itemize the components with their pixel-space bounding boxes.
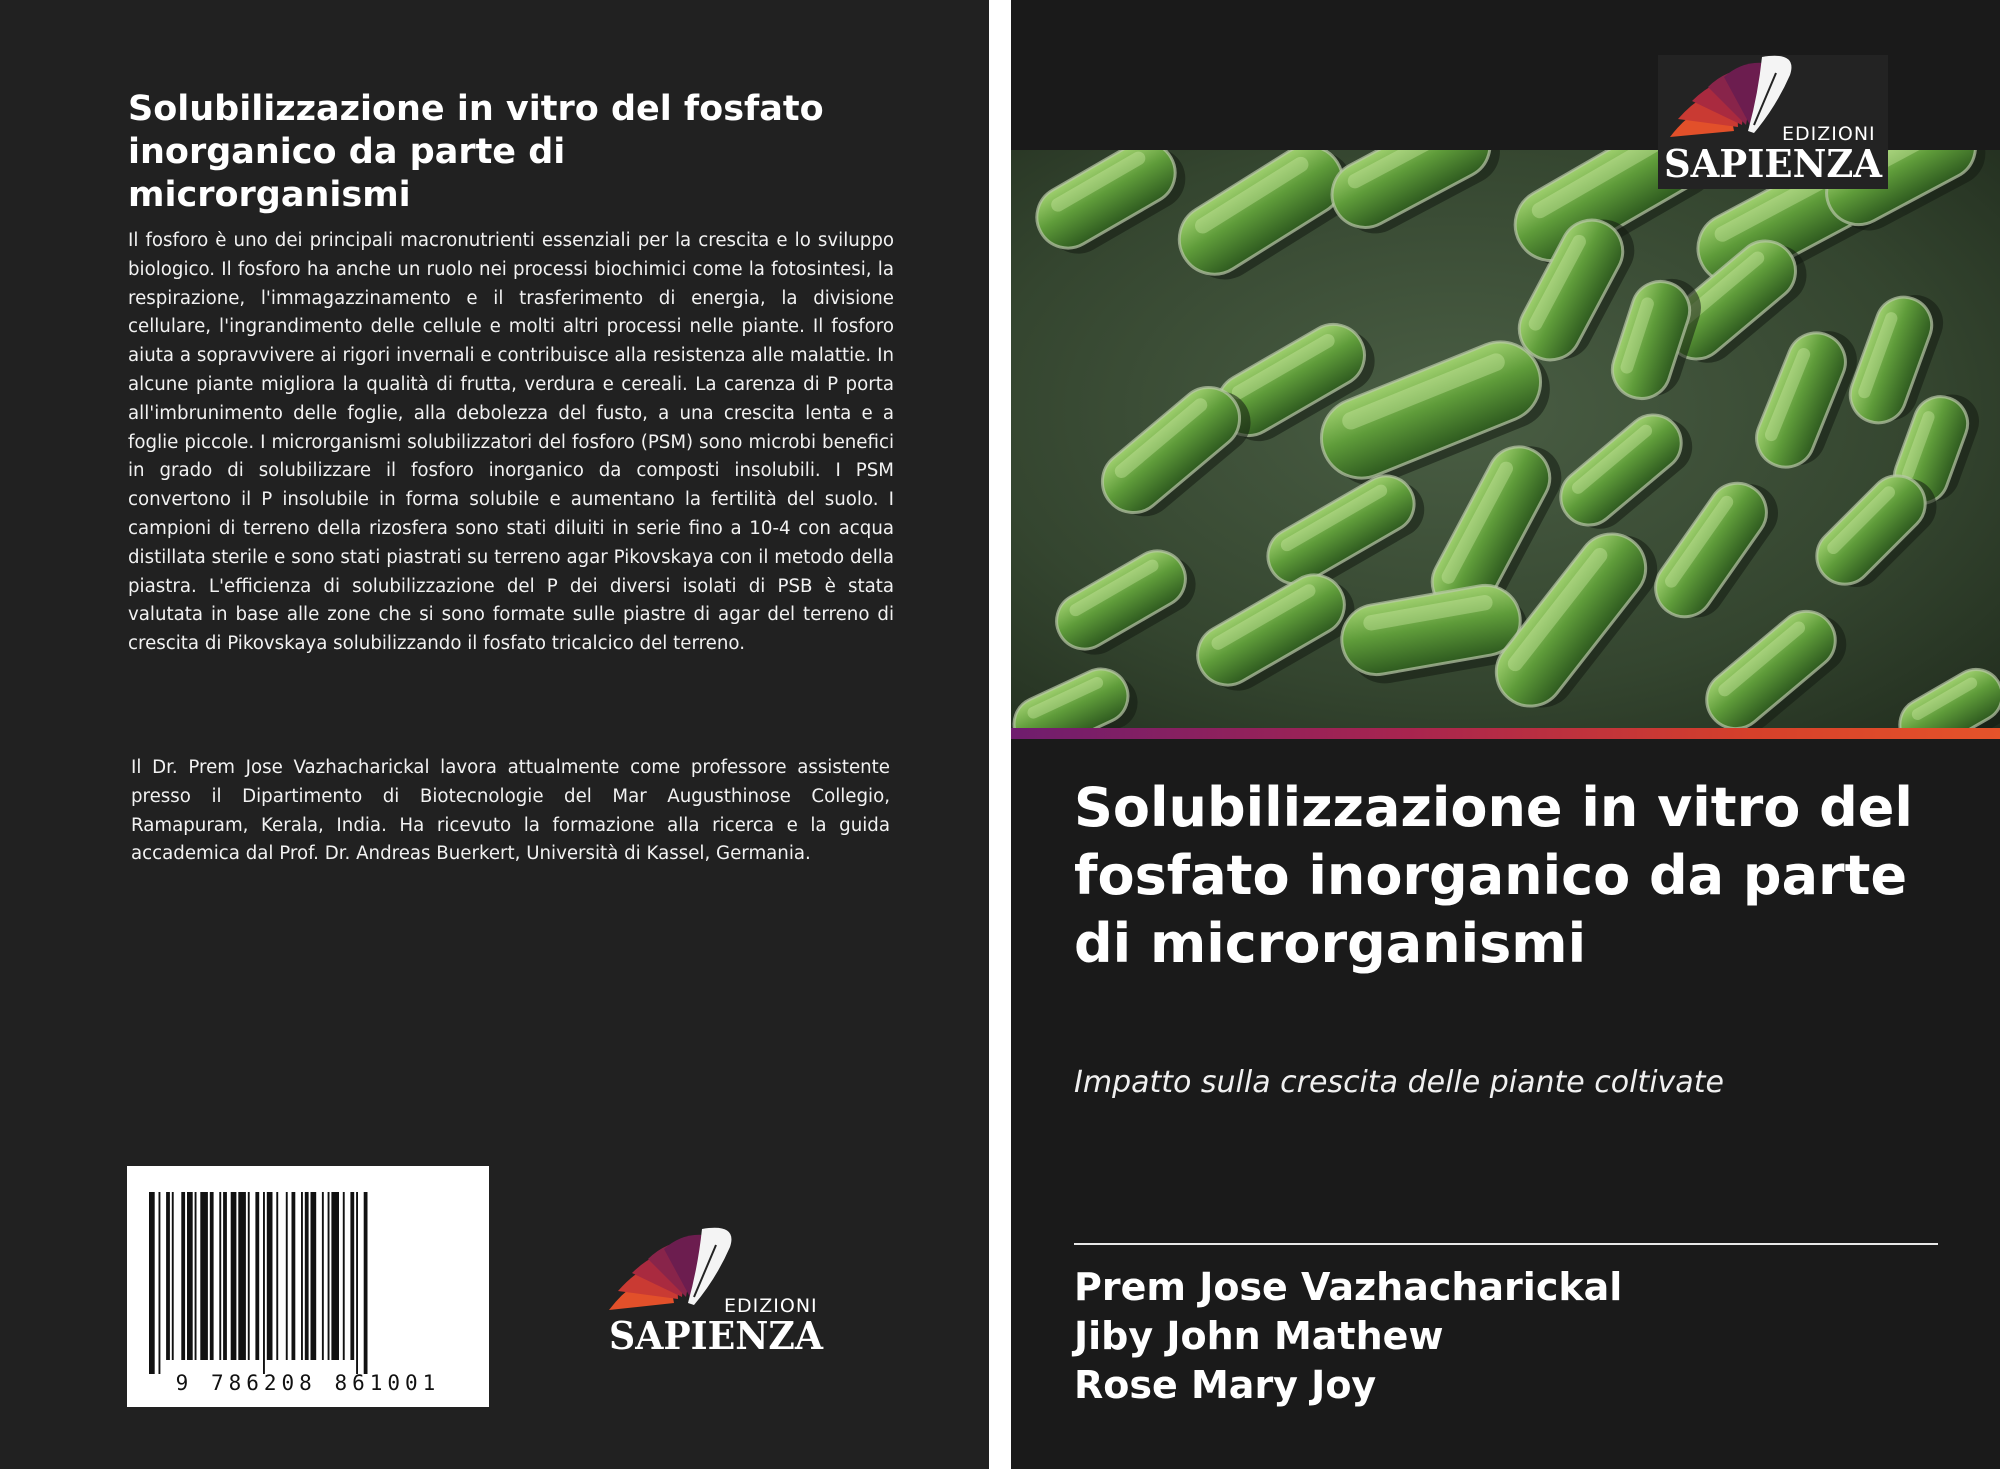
author-bio: Il Dr. Prem Jose Vazhacharickal lavora attualmente come professore assistente presso il Dipartimento di Biotecnologie del Mar Augusthinose Collegio, Ramapuram, Kerala, India. Ha ricevuto la formazione alla ricerca e la guida accademica dal Prof. Dr. Andreas Buerkert, Università di Kassel, Germania.	[131, 757, 890, 865]
fan-quill-logo-icon	[1670, 56, 1791, 137]
barcode-bar	[166, 1192, 170, 1360]
divider	[1074, 1243, 1938, 1245]
barcode-bar	[149, 1192, 155, 1374]
accent-strip	[1011, 728, 2000, 739]
barcode-bar	[172, 1192, 174, 1360]
barcode-bar	[219, 1192, 221, 1360]
author-name: Prem Jose Vazhacharickal	[1074, 1265, 1623, 1309]
front-cover-title: Solubilizzazione in vitro del fosfato inorganico da parte di microrganismi	[1074, 776, 1913, 975]
publisher-line1: EDIZIONI	[1782, 123, 1876, 145]
publisher-logo-front	[1658, 55, 1888, 189]
author-name: Jiby John Mathew	[1074, 1314, 1444, 1358]
publisher-line2: SAPIENZA	[1664, 141, 1883, 186]
barcode-bar	[276, 1192, 278, 1360]
rod-bacteria-image	[1011, 150, 2000, 730]
isbn-digits: 9 786208 861001	[175, 1371, 441, 1395]
barcode-bar	[267, 1192, 273, 1360]
barcode-bar	[255, 1192, 259, 1360]
barcode-bar	[210, 1192, 214, 1360]
back-cover	[0, 0, 989, 1469]
barcode-bar	[223, 1192, 227, 1360]
barcode-bar	[159, 1192, 161, 1374]
author-list	[1074, 1263, 1954, 1410]
barcode-bar	[356, 1192, 358, 1374]
barcode-bar	[231, 1192, 237, 1360]
barcode-bar	[331, 1192, 339, 1360]
fan-quill-logo-icon	[609, 1228, 731, 1310]
front-cover-subtitle: Impatto sulla crescita delle piante coltivate	[1074, 1065, 1724, 1100]
barcode-bar	[238, 1192, 246, 1360]
barcode-bar	[292, 1192, 296, 1360]
isbn-barcode	[127, 1166, 489, 1407]
barcode-bar	[301, 1192, 303, 1360]
barcode-bar	[187, 1192, 193, 1360]
barcode-bar	[311, 1192, 317, 1360]
back-cover-blurb: Il fosforo è uno dei principali macronutrienti essenziali per la crescita e lo sviluppo biologico. Il fosforo ha anche un ruolo nei processi biochimici come la fotosintesi, la respirazione, l'immagazzinamento e il trasferimento di energia, la divisione cellulare, l'ingrandimento delle cellule e molti altri processi nelle piante. Il fosforo aiuta a sopravvivere ai rigori invernali e contribuisce alla resistenza alle malattie. In alcune piante migliora la qualità di frutta, verdura e cereali. La carenza di P porta all'imbrunimento delle foglie, alla debolezza del fusto, a una crescita lenta e a foglie piccole. I microrganismi solubilizzatori del fosforo (PSM) sono microbi benefici in grado di solubilizzare il fosforo inorganico da composti insolubili. I PSM convertono il P insolubile in forma solubile e aumentano la fertilità del suolo. I campioni di terreno della rizosfera sono stati diluiti in serie fino a 10-4 con acqua distillata sterile e sono stati piastrati su terreno agar Pikovskaya con il metodo della piastra. L'efficienza di solubilizzazione del P dei diversi isolati di PSB è stata valutata in base alle zone che si sono formate sulle piastre di agar del terreno di crescita di Pikovskaya solubilizzando il fosfato tricalcico del terreno.	[128, 230, 894, 655]
barcode-bar	[181, 1192, 185, 1360]
barcode-bar	[286, 1192, 288, 1360]
barcode-bar	[350, 1192, 354, 1360]
barcode-bar	[364, 1192, 368, 1374]
barcode-bar	[343, 1192, 345, 1360]
publisher-line2: SAPIENZA	[609, 1313, 824, 1358]
barcode-bar	[305, 1192, 309, 1360]
barcode-bar	[248, 1192, 250, 1360]
barcode-bar	[195, 1192, 197, 1360]
publisher-logo-back	[604, 1225, 828, 1360]
author-name: Rose Mary Joy	[1074, 1363, 1377, 1407]
publisher-line1: EDIZIONI	[724, 1295, 818, 1317]
back-cover-title: Solubilizzazione in vitro del fosfato inorganico da parte di microrganismi	[128, 89, 824, 215]
barcode-bar	[328, 1192, 330, 1360]
barcode-bar	[322, 1192, 324, 1360]
barcode-bar	[263, 1192, 265, 1374]
barcode-bar	[200, 1192, 208, 1360]
